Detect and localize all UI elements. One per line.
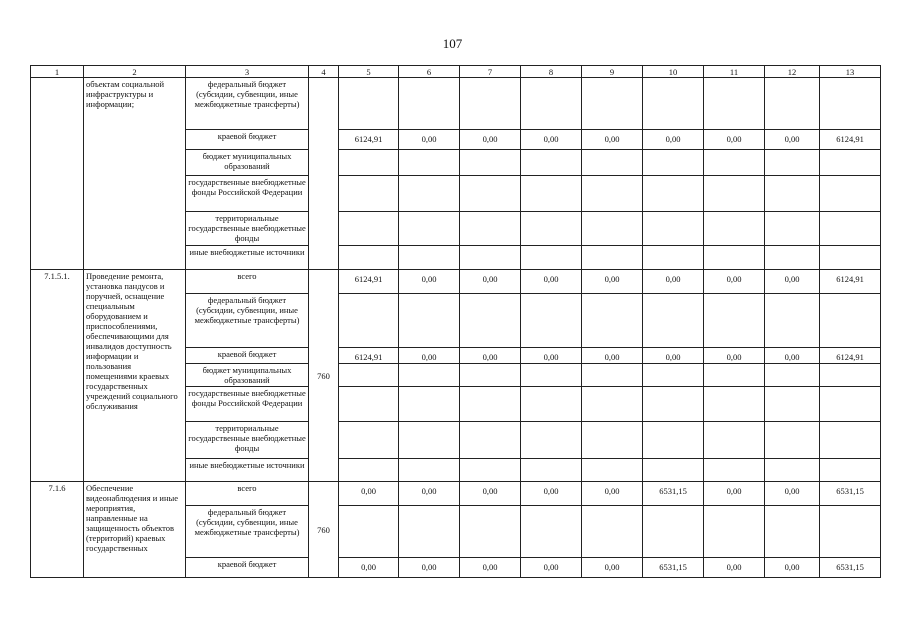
- value-cell: 6124,91: [339, 130, 399, 150]
- value-cell: [820, 422, 881, 459]
- value-cell: 0,00: [399, 482, 460, 506]
- value-cell: 6531,15: [643, 558, 704, 578]
- column-header: 1: [31, 66, 84, 78]
- value-cell: 0,00: [399, 348, 460, 364]
- value-cell: [460, 246, 521, 270]
- value-cell: 0,00: [704, 130, 765, 150]
- column-header: 2: [84, 66, 186, 78]
- value-cell: [765, 364, 820, 387]
- value-cell: [339, 176, 399, 212]
- value-cell: [765, 78, 820, 130]
- value-cell: [339, 422, 399, 459]
- value-cell: [521, 387, 582, 422]
- value-cell: [765, 422, 820, 459]
- value-cell: [521, 506, 582, 558]
- value-cell: [643, 506, 704, 558]
- value-cell: [582, 364, 643, 387]
- value-cell: 0,00: [521, 348, 582, 364]
- value-cell: [460, 78, 521, 130]
- funding-source: бюджет муниципальных образований: [186, 364, 309, 387]
- value-cell: 0,00: [643, 270, 704, 294]
- value-cell: [399, 422, 460, 459]
- value-cell: 0,00: [643, 348, 704, 364]
- value-cell: [582, 506, 643, 558]
- value-cell: [339, 246, 399, 270]
- value-cell: [765, 150, 820, 176]
- item-number: [31, 78, 84, 270]
- item-name: объектам социальной инфраструктуры и информации;: [84, 78, 186, 270]
- value-cell: [399, 176, 460, 212]
- value-cell: [820, 246, 881, 270]
- value-cell: 0,00: [460, 130, 521, 150]
- value-cell: 0,00: [521, 130, 582, 150]
- value-cell: [643, 364, 704, 387]
- value-cell: 0,00: [521, 270, 582, 294]
- table-row: [31, 270, 881, 294]
- header-row: [31, 66, 881, 78]
- funding-source: краевой бюджет: [186, 348, 309, 364]
- value-cell: [820, 387, 881, 422]
- value-cell: [339, 506, 399, 558]
- value-cell: [643, 246, 704, 270]
- value-cell: [521, 78, 582, 130]
- value-cell: 0,00: [460, 558, 521, 578]
- value-cell: [704, 506, 765, 558]
- value-cell: [521, 364, 582, 387]
- column-header: 6: [399, 66, 460, 78]
- column-header: 11: [704, 66, 765, 78]
- column-header: 7: [460, 66, 521, 78]
- value-cell: 0,00: [460, 482, 521, 506]
- value-cell: 0,00: [765, 348, 820, 364]
- value-cell: 0,00: [399, 270, 460, 294]
- value-cell: 6124,91: [339, 348, 399, 364]
- value-cell: 0,00: [643, 130, 704, 150]
- value-cell: [339, 387, 399, 422]
- value-cell: [521, 176, 582, 212]
- funding-source: государственные внебюджетные фонды Российской Федерации: [186, 387, 309, 422]
- value-cell: 6531,15: [643, 482, 704, 506]
- item-number: 7.1.5.1.: [31, 270, 84, 482]
- column-header: 10: [643, 66, 704, 78]
- value-cell: 0,00: [521, 558, 582, 578]
- value-cell: [339, 78, 399, 130]
- value-cell: [820, 364, 881, 387]
- value-cell: 6124,91: [820, 270, 881, 294]
- value-cell: [460, 212, 521, 246]
- value-cell: [460, 150, 521, 176]
- value-cell: [643, 387, 704, 422]
- value-cell: [765, 212, 820, 246]
- value-cell: [521, 459, 582, 482]
- value-cell: [582, 212, 643, 246]
- value-cell: [820, 459, 881, 482]
- value-cell: [582, 387, 643, 422]
- value-cell: [399, 387, 460, 422]
- value-cell: [399, 506, 460, 558]
- value-cell: [339, 364, 399, 387]
- value-cell: [582, 422, 643, 459]
- value-cell: [460, 387, 521, 422]
- column-header: 4: [309, 66, 339, 78]
- value-cell: [582, 150, 643, 176]
- value-cell: [582, 78, 643, 130]
- value-cell: 0,00: [765, 270, 820, 294]
- value-cell: [704, 212, 765, 246]
- value-cell: [704, 294, 765, 348]
- value-cell: 6124,91: [820, 348, 881, 364]
- value-cell: [399, 294, 460, 348]
- value-cell: 0,00: [704, 482, 765, 506]
- value-cell: [643, 150, 704, 176]
- value-cell: 0,00: [704, 348, 765, 364]
- funding-source: краевой бюджет: [186, 130, 309, 150]
- value-cell: [521, 294, 582, 348]
- department-code: [309, 78, 339, 270]
- column-header: 8: [521, 66, 582, 78]
- value-cell: [643, 294, 704, 348]
- column-header: 3: [186, 66, 309, 78]
- department-code: 760: [309, 270, 339, 482]
- item-number: 7.1.6: [31, 482, 84, 578]
- value-cell: [582, 176, 643, 212]
- column-header: 12: [765, 66, 820, 78]
- value-cell: [820, 294, 881, 348]
- value-cell: [765, 176, 820, 212]
- value-cell: [704, 387, 765, 422]
- value-cell: 6124,91: [820, 130, 881, 150]
- value-cell: 0,00: [765, 558, 820, 578]
- value-cell: [460, 294, 521, 348]
- value-cell: [521, 150, 582, 176]
- value-cell: 0,00: [582, 130, 643, 150]
- table-row: [31, 78, 881, 130]
- value-cell: [704, 176, 765, 212]
- funding-source: территориальные государственные внебюджетные фонды: [186, 212, 309, 246]
- value-cell: [643, 422, 704, 459]
- budget-table-body: [31, 66, 881, 578]
- value-cell: [460, 364, 521, 387]
- value-cell: [460, 459, 521, 482]
- value-cell: 6531,15: [820, 558, 881, 578]
- value-cell: [704, 78, 765, 130]
- funding-source: бюджет муниципальных образований: [186, 150, 309, 176]
- column-header: 9: [582, 66, 643, 78]
- value-cell: [704, 422, 765, 459]
- value-cell: [339, 150, 399, 176]
- table-row: [31, 482, 881, 506]
- value-cell: [820, 212, 881, 246]
- value-cell: [399, 364, 460, 387]
- value-cell: [582, 246, 643, 270]
- value-cell: 0,00: [765, 130, 820, 150]
- value-cell: [643, 176, 704, 212]
- value-cell: [582, 459, 643, 482]
- value-cell: 0,00: [704, 558, 765, 578]
- value-cell: [765, 459, 820, 482]
- value-cell: [820, 150, 881, 176]
- funding-source: федеральный бюджет (субсидии, субвенции, иные межбюджетные трансферты): [186, 506, 309, 558]
- value-cell: 6531,15: [820, 482, 881, 506]
- value-cell: 6124,91: [339, 270, 399, 294]
- value-cell: [399, 150, 460, 176]
- page-number: 107: [442, 36, 463, 51]
- column-header: 13: [820, 66, 881, 78]
- value-cell: 0,00: [582, 558, 643, 578]
- department-code: 760: [309, 482, 339, 578]
- value-cell: [643, 459, 704, 482]
- funding-source: всего: [186, 270, 309, 294]
- value-cell: 0,00: [582, 348, 643, 364]
- value-cell: [704, 364, 765, 387]
- funding-source: всего: [186, 482, 309, 506]
- value-cell: [765, 294, 820, 348]
- value-cell: 0,00: [582, 482, 643, 506]
- value-cell: [704, 150, 765, 176]
- value-cell: [399, 212, 460, 246]
- value-cell: [521, 212, 582, 246]
- budget-table: [30, 65, 881, 578]
- funding-source: краевой бюджет: [186, 558, 309, 578]
- value-cell: [643, 78, 704, 130]
- value-cell: [460, 176, 521, 212]
- item-name: Проведение ремонта, установка пандусов и поручней, оснащение специальным оборудованием и приспособлениями, обеспечивающими для инвалидов доступность информации и пользования помещениями краевых государственных учреждений социального обслуживания: [84, 270, 186, 482]
- value-cell: [460, 422, 521, 459]
- value-cell: [460, 506, 521, 558]
- value-cell: 0,00: [399, 558, 460, 578]
- value-cell: [339, 294, 399, 348]
- column-header: 5: [339, 66, 399, 78]
- funding-source: государственные внебюджетные фонды Российской Федерации: [186, 176, 309, 212]
- value-cell: [704, 459, 765, 482]
- funding-source: иные внебюджетные источники: [186, 459, 309, 482]
- value-cell: [704, 246, 765, 270]
- value-cell: [820, 506, 881, 558]
- value-cell: 0,00: [399, 130, 460, 150]
- value-cell: 0,00: [582, 270, 643, 294]
- value-cell: [339, 212, 399, 246]
- value-cell: 0,00: [339, 482, 399, 506]
- value-cell: [582, 294, 643, 348]
- value-cell: [643, 212, 704, 246]
- funding-source: федеральный бюджет (субсидии, субвенции, иные межбюджетные трансферты): [186, 78, 309, 130]
- value-cell: [399, 246, 460, 270]
- value-cell: [765, 506, 820, 558]
- funding-source: территориальные государственные внебюджетные фонды: [186, 422, 309, 459]
- value-cell: 0,00: [765, 482, 820, 506]
- value-cell: [521, 422, 582, 459]
- value-cell: [399, 78, 460, 130]
- value-cell: 0,00: [460, 270, 521, 294]
- funding-source: иные внебюджетные источники: [186, 246, 309, 270]
- value-cell: 0,00: [521, 482, 582, 506]
- value-cell: [765, 387, 820, 422]
- value-cell: [521, 246, 582, 270]
- value-cell: [339, 459, 399, 482]
- value-cell: 0,00: [460, 348, 521, 364]
- value-cell: [765, 246, 820, 270]
- value-cell: 0,00: [704, 270, 765, 294]
- value-cell: 0,00: [339, 558, 399, 578]
- value-cell: [399, 459, 460, 482]
- item-name: Обеспечение видеонаблюдения и иные мероприятия, направленные на защищенность объектов (территорий) краевых государственных: [84, 482, 186, 578]
- value-cell: [820, 78, 881, 130]
- funding-source: федеральный бюджет (субсидии, субвенции, иные межбюджетные трансферты): [186, 294, 309, 348]
- value-cell: [820, 176, 881, 212]
